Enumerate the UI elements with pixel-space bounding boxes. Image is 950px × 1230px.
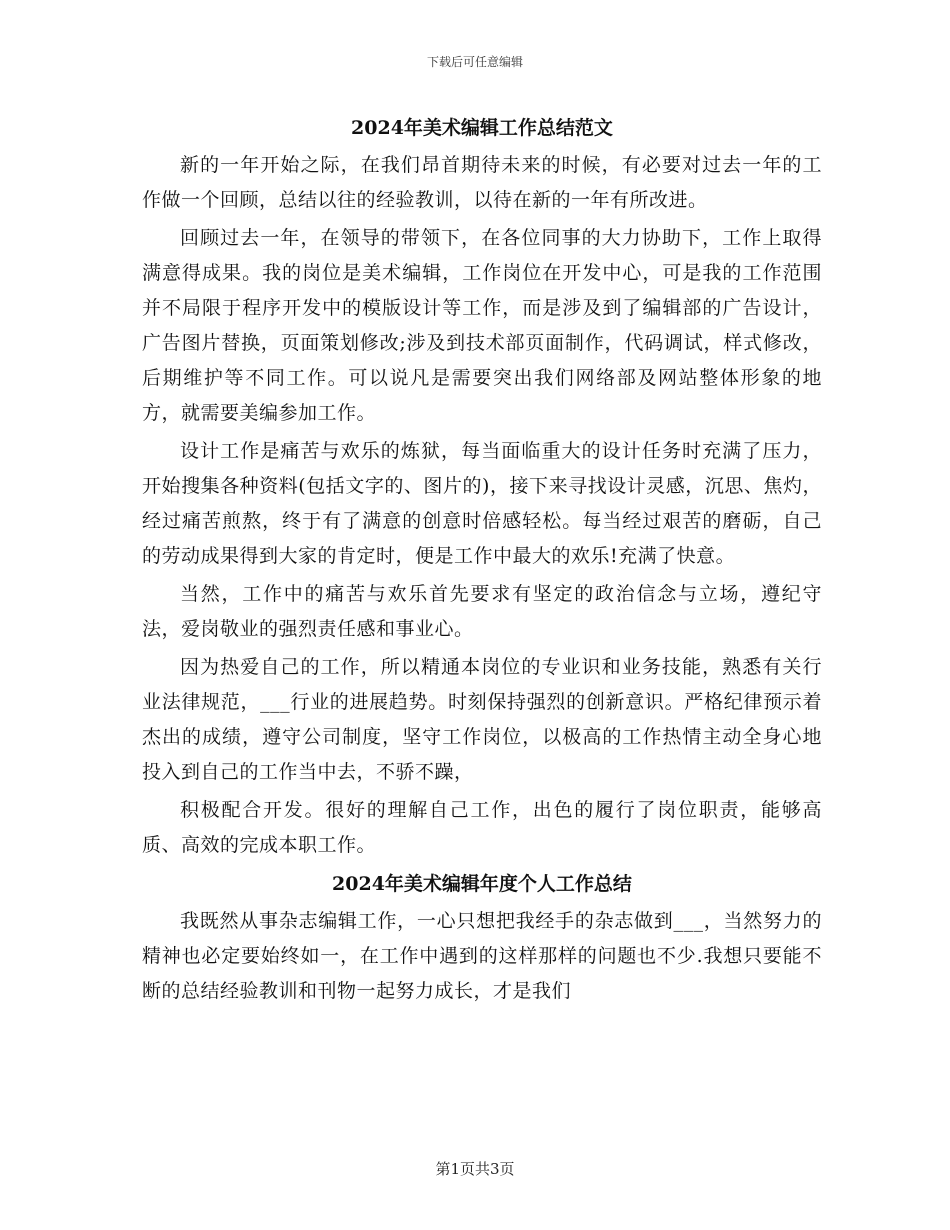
document-body — [142, 110, 822, 1012]
section-title-1: 2024年美术编辑工作总结范文 — [351, 117, 613, 139]
paragraph: 回顾过去一年，在领导的带领下，在各位同事的大力协助下，工作上取得满意得成果。我的岗位是美术编辑，工作岗位在开发中心，可是我的工作范围并不局限于程序开发中的模版设计等工作，而是涉及到了编辑部的广告设计，广告图片替换，页面策划修改;涉及到技术部页面制作，代码调试，样式修改，后期维护等不同工作。可以说凡是需要突出我们网络部及网站整体形象的地方，就需要美编参加工作。 — [142, 227, 822, 424]
page-header-note: 下载后可任意编辑 — [426, 55, 523, 69]
paragraph: 新的一年开始之际，在我们昂首期待未来的时候，有必要对过去一年的工作做一个回顾，总结以往的经验教训，以待在新的一年有所改进。 — [142, 154, 822, 211]
paragraph: 因为热爱自己的工作，所以精通本岗位的专业识和业务技能，熟悉有关行业法律规范，___行业的进展趋势。时刻保持强烈的创新意识。严格纪律预示着杰出的成绩，遵守公司制度，坚守工作岗位，以极高的工作热情主动全身心地投入到自己的工作当中去，不骄不躁， — [142, 656, 822, 783]
paragraph: 积极配合开发。很好的理解自己工作，出色的履行了岗位职责，能够高质、高效的完成本职工作。 — [142, 799, 822, 856]
paragraph: 设计工作是痛苦与欢乐的炼狱，每当面临重大的设计任务时充满了压力，开始搜集各种资料(包括文字的、图片的)，接下来寻找设计灵感，沉思、焦灼，经过痛苦煎熬，终于有了满意的创意时倍感轻松。每当经过艰苦的磨砺，自己的劳动成果得到大家的肯定时，便是工作中最大的欢乐!充满了快意。 — [142, 440, 822, 567]
page-number: 第1页共3页 — [435, 1160, 515, 1178]
paragraph: 当然，工作中的痛苦与欢乐首先要求有坚定的政治信念与立场，遵纪守法，爱岗敬业的强烈责任感和事业心。 — [142, 583, 822, 640]
section-title-2: 2024年美术编辑年度个人工作总结 — [332, 873, 632, 895]
paragraph: 我既然从事杂志编辑工作，一心只想把我经手的杂志做到___，当然努力的精神也必定要始终如一，在工作中遇到的这样那样的问题也不少.我想只要能不断的总结经验教训和刊物一起努力成长，才是我们 — [142, 910, 822, 1002]
